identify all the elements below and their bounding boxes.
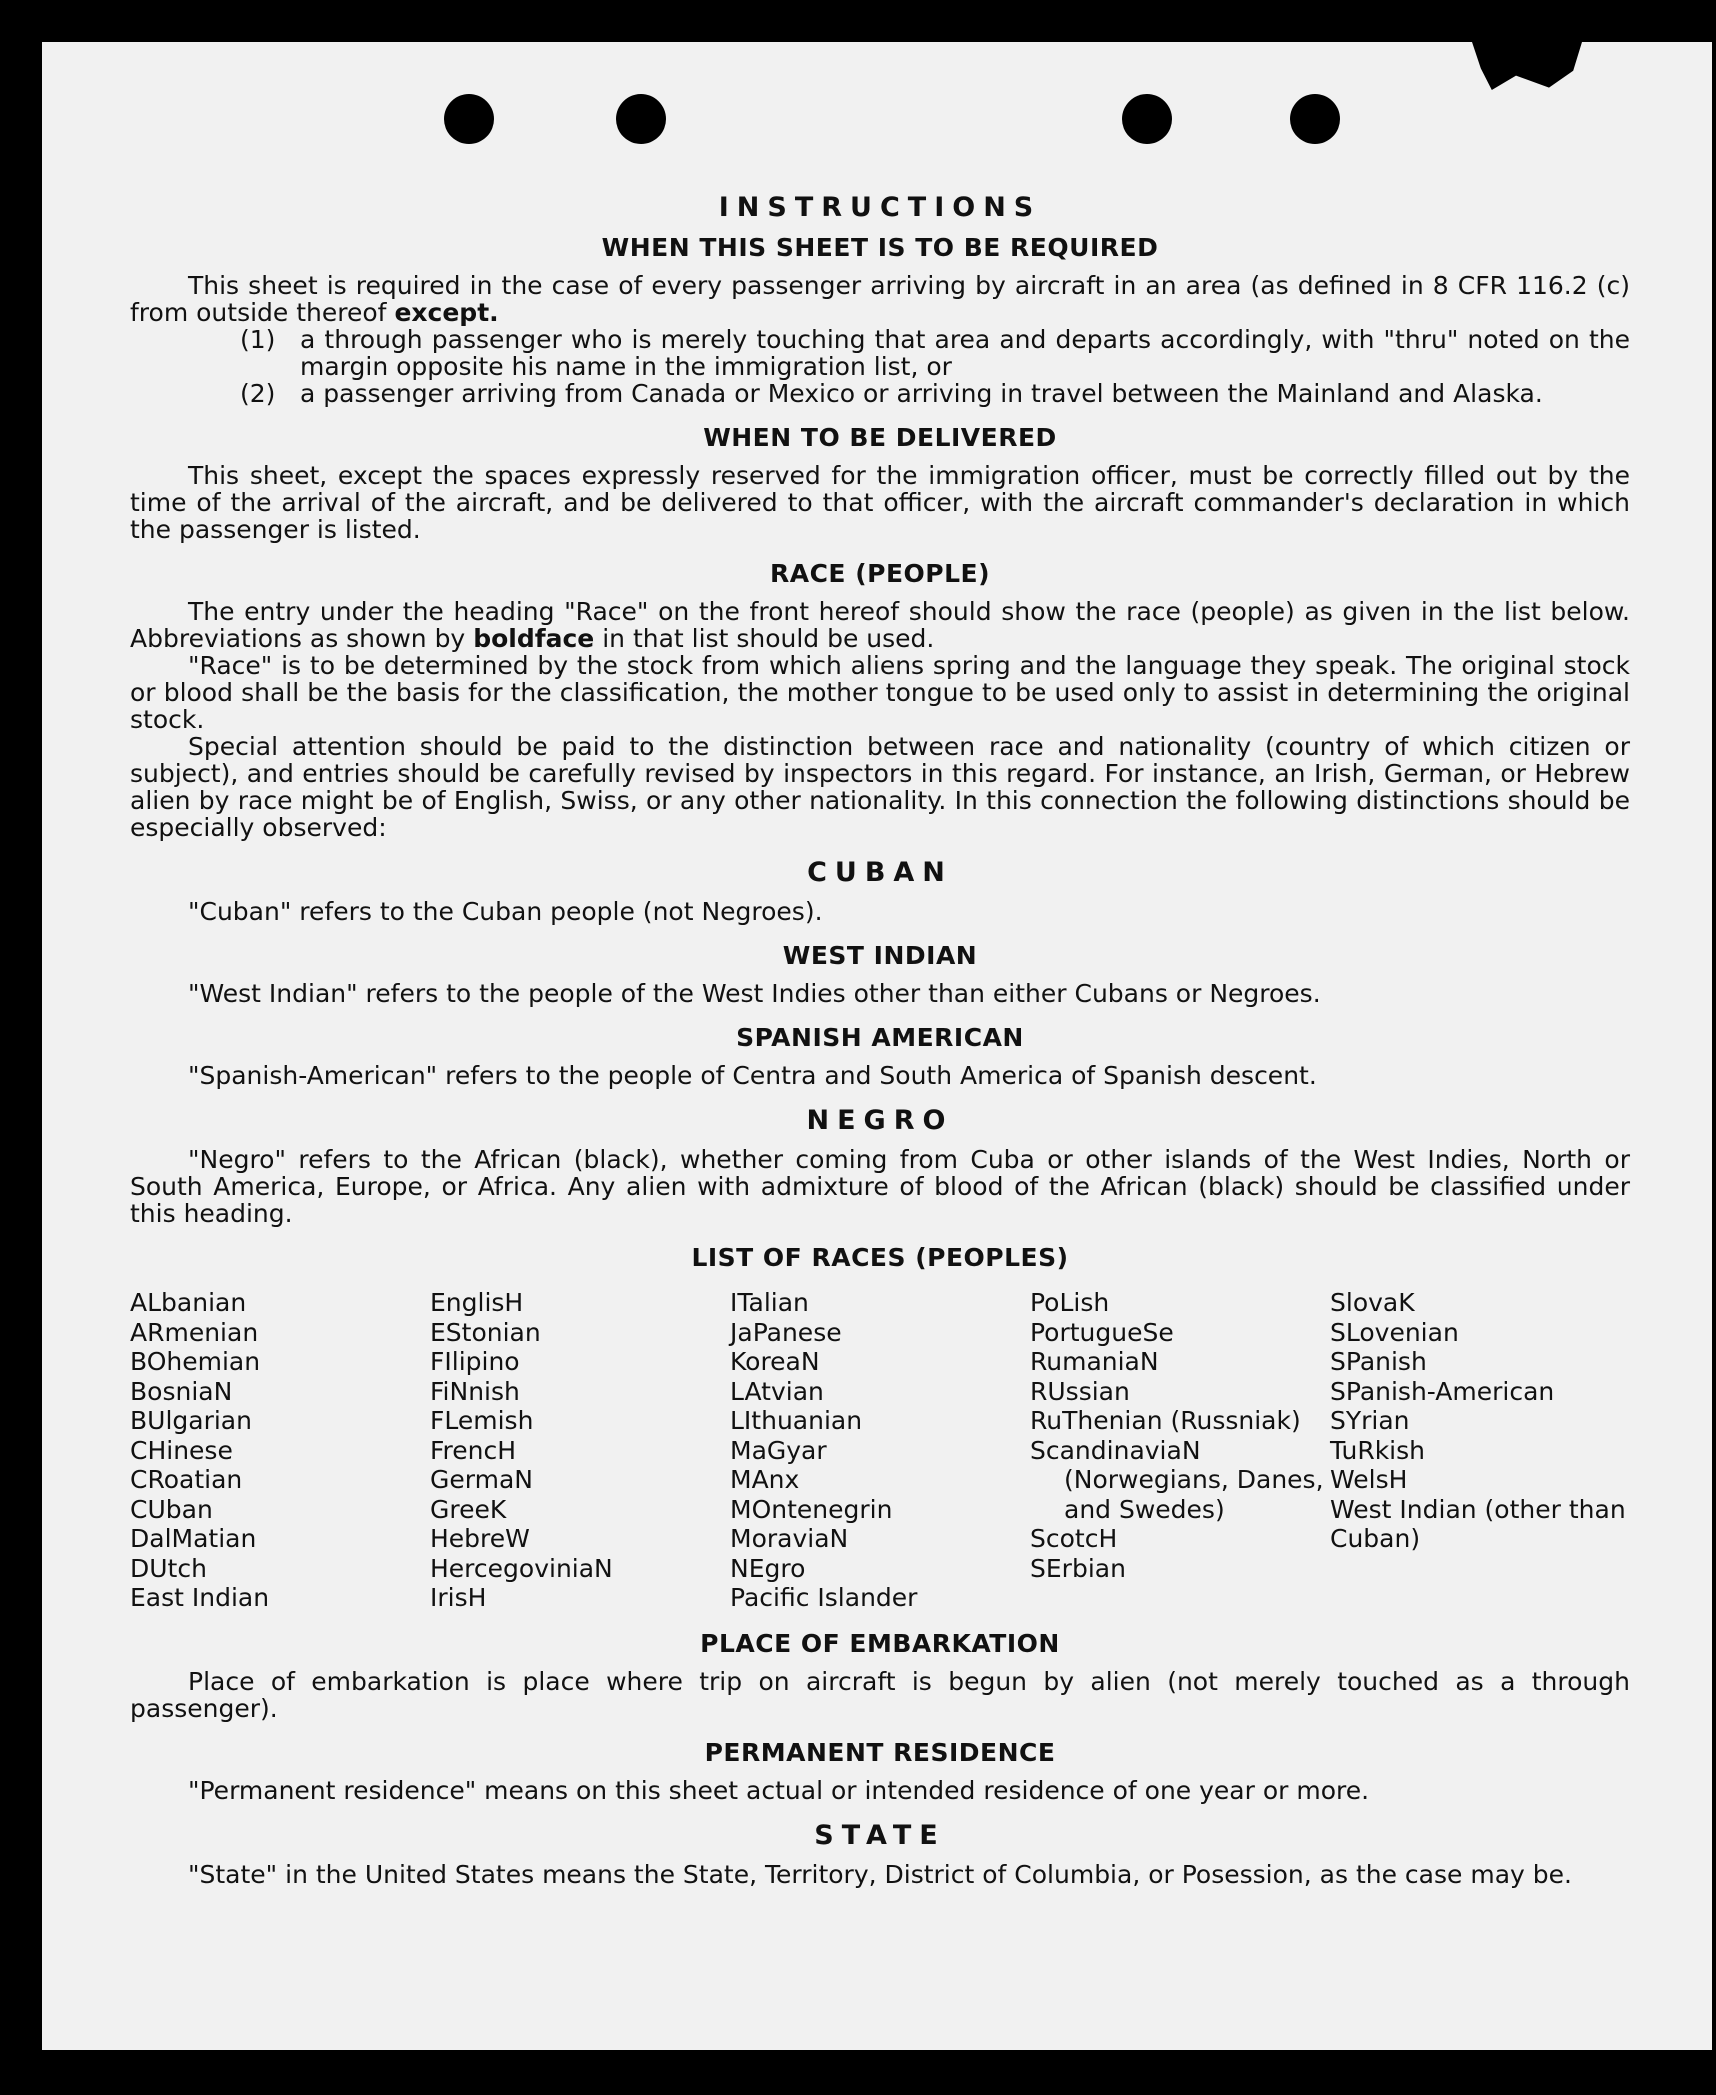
race-item: WelsH <box>1330 1465 1408 1494</box>
when-delivered-text: This sheet, except the spaces expressly reserved for the immigration officer, must be correctly filled out by the time of the arrival of the aircraft, and be delivered to that officer, with the aircraft commander's declaration in which the passenger is listed. <box>130 461 1630 544</box>
when-required-item-1: (1) a through passenger who is merely touching that area and departs accordingly, with "thru" noted on the margin opposite his name in the immigration list, or <box>240 325 1630 381</box>
race-item: KoreaN <box>730 1347 820 1376</box>
west-indian-text: "West Indian" refers to the people of the West Indies other than either Cubans or Negroes. <box>188 979 1321 1008</box>
race-item: EnglisH <box>430 1288 524 1317</box>
race-item: SYrian <box>1330 1406 1410 1435</box>
permanent-residence-text: "Permanent residence" means on this sheet actual or intended residence of one year or more. <box>188 1775 1370 1805</box>
race-item: FiNnish <box>430 1376 520 1406</box>
race-item: NEgro <box>730 1553 806 1583</box>
race-item: FrencH <box>430 1435 517 1465</box>
race-item: HercegoviniaN <box>430 1553 613 1583</box>
race-item: GermaN <box>430 1465 533 1494</box>
punch-hole <box>444 94 494 144</box>
document-sheet <box>42 42 1712 2050</box>
race-item: LAtvian <box>730 1376 824 1406</box>
heading-permanent-residence: PERMANENT RESIDENCE <box>704 1737 1056 1767</box>
race-item-note: (Norwegians, Danes, and Swedes) <box>1064 1465 1324 1524</box>
race-item: BOhemian <box>130 1347 261 1376</box>
race-paragraph-1: The entry under the heading "Race" on the front hereof should show the race (people) as given in the list below. Abbreviations as shown by boldface in that list should be used. <box>130 597 1630 653</box>
race-item: IrisH <box>430 1583 487 1612</box>
race-item: CRoatian <box>130 1465 243 1494</box>
race-item: CUban <box>130 1494 213 1524</box>
torn-corner <box>1472 42 1582 90</box>
punch-hole <box>1122 94 1172 144</box>
punch-hole <box>1290 94 1340 144</box>
races-column-4 <box>1030 1288 1330 1613</box>
race-item: PoLish <box>1030 1288 1110 1317</box>
races-column-5 <box>1330 1288 1630 1613</box>
race-item: SErbian <box>1030 1553 1126 1583</box>
heading-spanish-american: SPANISH AMERICAN <box>736 1023 1024 1052</box>
race-item: ALbanian <box>130 1288 247 1317</box>
heading-when-delivered: WHEN TO BE DELIVERED <box>703 423 1057 452</box>
race-item: RUssian <box>1030 1376 1130 1406</box>
race-item: GreeK <box>430 1494 507 1524</box>
embarkation-text: Place of embarkation is place where trip on aircraft is begun by alien (not merely touched as a through passenger). <box>130 1666 1630 1723</box>
page-title: INSTRUCTIONS <box>718 192 1042 223</box>
race-item: ARmenian <box>130 1317 259 1347</box>
state-text: "State" in the United States means the State, Territory, District of Columbia, or Posession, as the case may be. <box>188 1859 1572 1889</box>
heading-list-of-races: LIST OF RACES (PEOPLES) <box>691 1243 1069 1272</box>
punch-hole <box>616 94 666 144</box>
heading-cuban: CUBAN <box>807 857 953 888</box>
heading-race: RACE (PEOPLE) <box>769 559 991 588</box>
race-paragraph-2: "Race" is to be determined by the stock from which aliens spring and the language they speak. The original stock or blood shall be the basis for the classification, the mother tongue to be used only to assist in determining the original stock. <box>130 651 1630 734</box>
race-item: MOntenegrin <box>730 1494 893 1524</box>
races-column-3 <box>730 1288 1030 1613</box>
race-item: West Indian (other than Cuban) <box>1330 1494 1626 1553</box>
heading-when-required: WHEN THIS SHEET IS TO BE REQUIRED <box>601 233 1159 262</box>
race-item: MaGyar <box>730 1435 827 1465</box>
heading-embarkation: PLACE OF EMBARKATION <box>700 1628 1060 1658</box>
race-item: SlovaK <box>1330 1288 1415 1317</box>
when-required-item-2: (2) a passenger arriving from Canada or Mexico or arriving in travel between the Mainland and Alaska. <box>240 379 1543 408</box>
cuban-text: "Cuban" refers to the Cuban people (not Negroes). <box>188 897 823 926</box>
instructions-content <box>130 192 1630 1888</box>
when-required-intro: This sheet is required in the case of every passenger arriving by aircraft in an area (as defined in 8 CFR 116.2 (c) from outside thereof except. <box>130 271 1630 327</box>
race-item: FLemish <box>430 1406 534 1435</box>
race-item: SPanish-American <box>1330 1376 1555 1406</box>
race-paragraph-3: Special attention should be paid to the distinction between race and nationality (country of which citizen or subject), and entries should be carefully revised by inspectors in this regard. For instance, an Irish, German, or Hebrew alien by race might be of English, Swiss, or any other nationality. In this connection the following distinctions should be especially observed: <box>130 732 1630 842</box>
race-item: PortugueSe <box>1030 1317 1174 1347</box>
race-item: SLovenian <box>1330 1317 1459 1347</box>
race-item: MoraviaN <box>730 1524 849 1553</box>
race-item: JaPanese <box>730 1317 842 1347</box>
race-item: DUtch <box>130 1553 207 1583</box>
heading-state: STATE <box>814 1819 946 1851</box>
race-item: TuRkish <box>1330 1435 1425 1465</box>
races-column-2 <box>430 1288 730 1613</box>
race-item: DalMatian <box>130 1524 257 1553</box>
race-item: HebreW <box>430 1524 530 1553</box>
race-item: RuThenian (Russniak) <box>1030 1406 1301 1435</box>
races-list <box>130 1288 1630 1613</box>
race-item: EStonian <box>430 1317 541 1347</box>
race-item: Pacific Islander <box>730 1583 918 1612</box>
race-item: LIthuanian <box>730 1406 863 1435</box>
race-item: BUlgarian <box>130 1406 252 1435</box>
race-item: RumaniaN <box>1030 1347 1159 1376</box>
heading-negro: NEGRO <box>806 1105 954 1136</box>
race-item: ScotcH <box>1030 1524 1118 1553</box>
races-column-1 <box>130 1288 430 1613</box>
race-item: SPanish <box>1330 1347 1427 1376</box>
heading-west-indian: WEST INDIAN <box>782 941 978 970</box>
negro-text: "Negro" refers to the African (black), whether coming from Cuba or other islands of the West Indies, North or South America, Europe, or Africa. Any alien with admixture of blood of the African (black) should be classified under this heading. <box>130 1145 1630 1228</box>
race-item: BosniaN <box>130 1376 233 1406</box>
race-item: CHinese <box>130 1435 233 1465</box>
race-item: ITalian <box>730 1288 809 1317</box>
race-item: East Indian <box>130 1583 270 1612</box>
race-item: ScandinaviaN <box>1030 1435 1201 1465</box>
spanish-american-text: "Spanish-American" refers to the people of Centra and South America of Spanish descent. <box>188 1061 1317 1090</box>
race-item: FIlipino <box>430 1347 520 1376</box>
race-item: MAnx <box>730 1465 800 1494</box>
